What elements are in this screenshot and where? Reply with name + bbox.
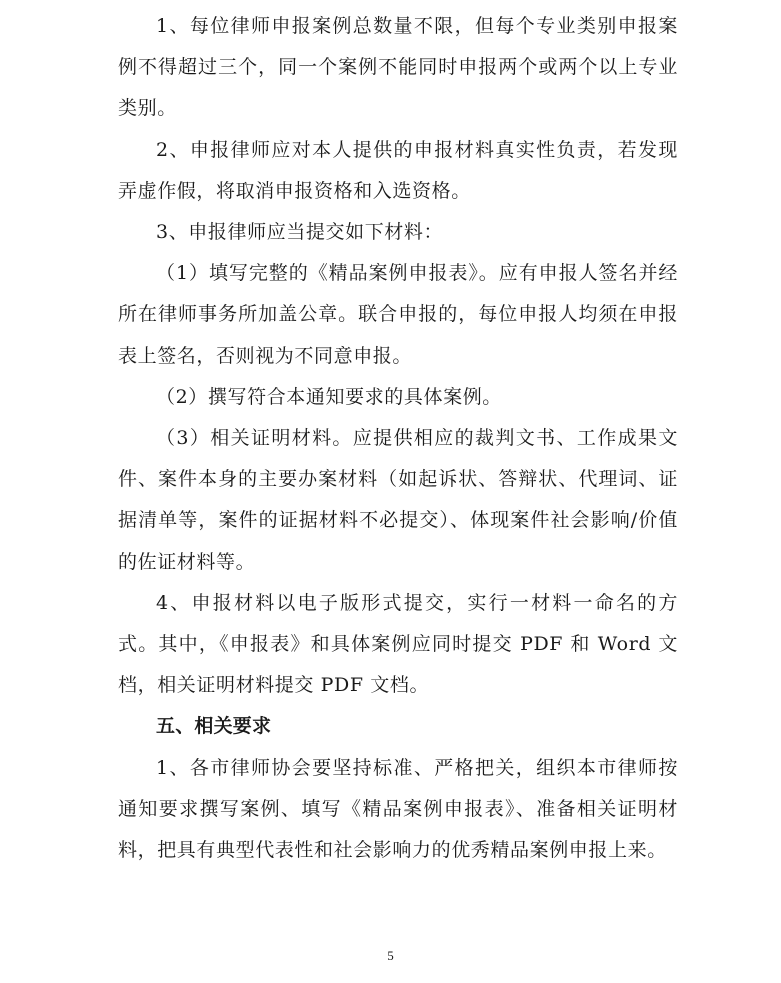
paragraph-application-form: （1）填写完整的《精品案例申报表》。应有申报人签名并经所在律师事务所加盖公章。联合申报的，每位申报人均须在申报表上签名，否则视为不同意申报。 bbox=[118, 262, 678, 367]
document-body bbox=[118, 6, 678, 871]
paragraph-case-writeup: （2）撰写符合本通知要求的具体案例。 bbox=[156, 385, 502, 408]
page-number: 5 bbox=[387, 948, 394, 963]
paragraph-case-quantity-rule: 1、每位律师申报案例总数量不限，但每个专业类别申报案例不得超过三个，同一个案例不能同时申报两个或两个以上专业类别。 bbox=[118, 15, 678, 120]
paragraph-bar-association-duty: 1、各市律师协会要坚持标准、严格把关，组织本市律师按通知要求撰写案例、填写《精品案例申报表》、准备相关证明材料，把具有典型代表性和社会影响力的优秀精品案例申报上来。 bbox=[118, 756, 678, 862]
paragraph-authenticity-rule: 2、申报律师应对本人提供的申报材料真实性负责，若发现弄虚作假，将取消申报资格和入选资格。 bbox=[118, 138, 678, 202]
paragraph-electronic-submission: 4、申报材料以电子版形式提交，实行一材料一命名的方式。其中，《申报表》和具体案例应同时提交 PDF 和 Word 文档，相关证明材料提交 PDF 文档。 bbox=[118, 591, 678, 697]
section-heading: 五、相关要求 bbox=[156, 715, 272, 738]
paragraph-materials-intro: 3、申报律师应当提交如下材料： bbox=[156, 221, 444, 244]
paragraph-supporting-materials: （3）相关证明材料。应提供相应的裁判文书、工作成果文件、案件本身的主要办案材料（如起诉状、答辩状、代理词、证据清单等，案件的证据材料不必提交）、体现案件社会影响/价值的佐证材料等。 bbox=[118, 427, 678, 573]
